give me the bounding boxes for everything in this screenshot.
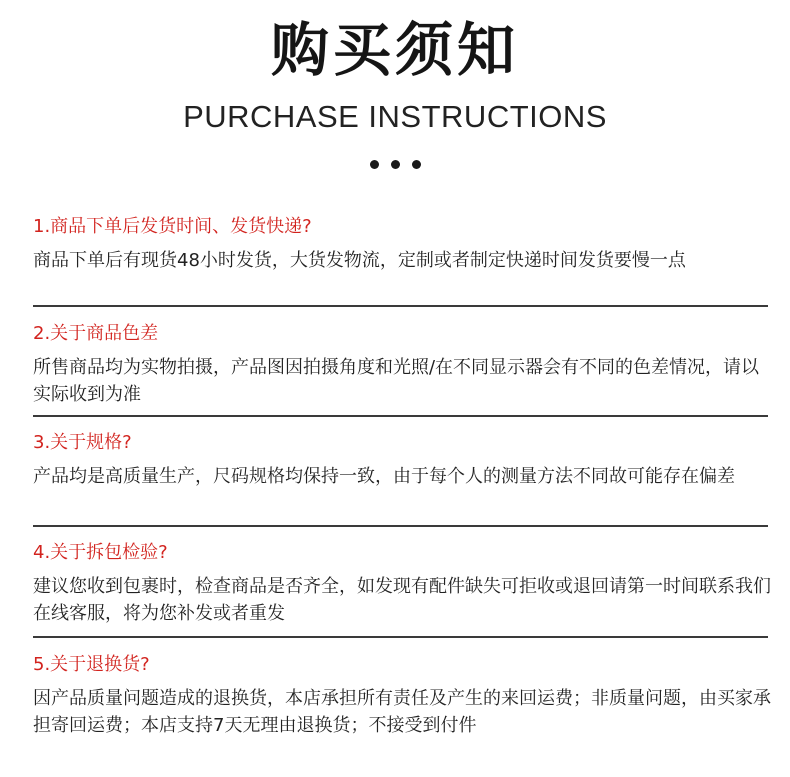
section-title: 1.商品下单后发货时间、发货快递? [33,216,312,237]
section-divider [33,305,768,307]
section-title: 3.关于规格? [33,432,132,453]
section-divider [33,525,768,527]
section-body: 建议您收到包裹时，检查商品是否齐全，如发现有配件缺失可拒收或退回请第一时间联系我们在线客服，将为您补发或者重发 [33,576,771,624]
dot-icon [391,160,400,169]
section-unpacking-inspection [33,541,771,627]
section-title: 4.关于拆包检验? [33,542,168,563]
page-title: 购买须知 [270,16,519,84]
section-body: 产品均是高质量生产，尺码规格均保持一致，由于每个人的测量方法不同故可能存在偏差 [33,466,735,487]
section-divider [33,636,768,638]
section-divider [33,415,768,417]
decorative-dots [0,160,790,172]
section-shipping [33,215,768,274]
section-title: 5.关于退换货? [33,654,150,675]
section-specifications [33,431,768,490]
dot-icon [370,160,379,169]
section-body: 商品下单后有现货48小时发货，大货发物流，定制或者制定快递时间发货要慢一点 [33,250,686,271]
page-subtitle: PURCHASE INSTRUCTIONS [183,99,607,134]
section-body: 所售商品均为实物拍摄，产品图因拍摄角度和光照/在不同显示器会有不同的色差情况，请以实际收到为准 [33,357,760,405]
section-color-difference [33,322,768,408]
section-title: 2.关于商品色差 [33,323,159,344]
section-returns [33,653,771,739]
section-body: 因产品质量问题造成的退换货，本店承担所有责任及产生的来回运费；非质量问题，由买家承担寄回运费；本店支持7天无理由退换货；不接受到付件 [33,688,771,736]
dot-icon [412,160,421,169]
